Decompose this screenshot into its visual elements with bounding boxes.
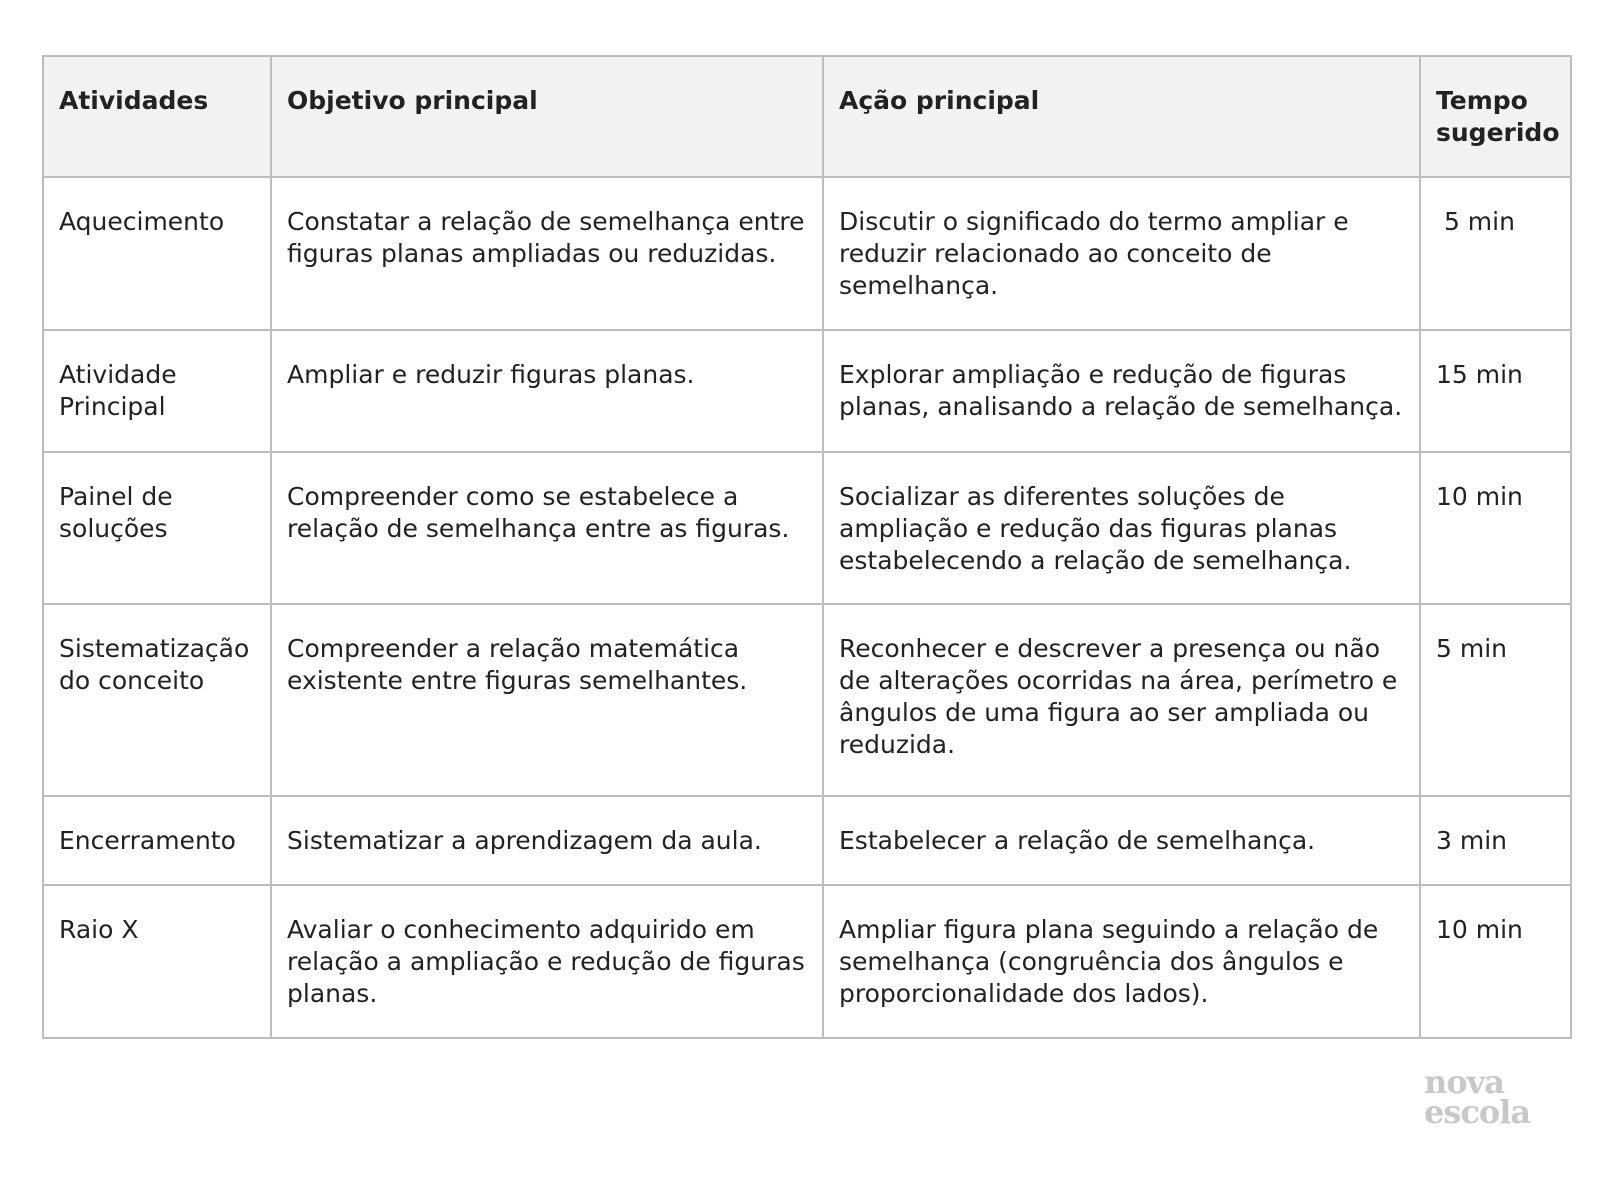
cell-objetivo: Constatar a relação de semelhança entre figuras planas ampliadas ou reduzidas. bbox=[271, 177, 823, 330]
header-atividades: Atividades bbox=[43, 56, 271, 177]
cell-tempo: 5 min bbox=[1420, 604, 1571, 796]
cell-objetivo: Compreender a relação matemática existente entre figuras semelhantes. bbox=[271, 604, 823, 796]
cell-atividade: Painel de soluções bbox=[43, 452, 271, 604]
lesson-plan-table bbox=[42, 55, 1572, 1039]
table-row bbox=[43, 604, 1571, 796]
cell-atividade: Aquecimento bbox=[43, 177, 271, 330]
logo-line-nova: nova bbox=[1424, 1063, 1504, 1101]
header-tempo-sugerido: Tempo sugerido bbox=[1420, 56, 1571, 177]
cell-acao: Estabelecer a relação de semelhança. bbox=[823, 796, 1420, 885]
cell-acao: Socializar as diferentes soluções de ampliação e redução das figuras planas estabelecendo a relação de semelhança. bbox=[823, 452, 1420, 604]
cell-objetivo: Sistematizar a aprendizagem da aula. bbox=[271, 796, 823, 885]
table-row bbox=[43, 452, 1571, 604]
header-acao-principal: Ação principal bbox=[823, 56, 1420, 177]
cell-objetivo: Compreender como se estabelece a relação de semelhança entre as figuras. bbox=[271, 452, 823, 604]
cell-atividade: Raio X bbox=[43, 885, 271, 1038]
table-row bbox=[43, 330, 1571, 452]
cell-acao: Discutir o significado do termo ampliar e reduzir relacionado ao conceito de semelhança. bbox=[823, 177, 1420, 330]
cell-objetivo: Ampliar e reduzir figuras planas. bbox=[271, 330, 823, 452]
table-row bbox=[43, 885, 1571, 1038]
cell-acao: Explorar ampliação e redução de figuras planas, analisando a relação de semelhança. bbox=[823, 330, 1420, 452]
cell-acao: Ampliar figura plana seguindo a relação de semelhança (congruência dos ângulos e proporcionalidade dos lados). bbox=[823, 885, 1420, 1038]
cell-tempo: 3 min bbox=[1420, 796, 1571, 885]
logo-line-escola: escola bbox=[1424, 1093, 1531, 1131]
cell-acao: Reconhecer e descrever a presença ou não de alterações ocorridas na área, perímetro e ângulos de uma figura ao ser ampliada ou reduzida. bbox=[823, 604, 1420, 796]
cell-atividade: Atividade Principal bbox=[43, 330, 271, 452]
header-objetivo-principal: Objetivo principal bbox=[271, 56, 823, 177]
cell-objetivo: Avaliar o conhecimento adquirido em relação a ampliação e redução de figuras planas. bbox=[271, 885, 823, 1038]
table-header-row bbox=[43, 56, 1571, 177]
cell-tempo: 15 min bbox=[1420, 330, 1571, 452]
cell-atividade: Encerramento bbox=[43, 796, 271, 885]
cell-atividade: Sistematização do conceito bbox=[43, 604, 271, 796]
cell-tempo: 10 min bbox=[1420, 452, 1571, 604]
cell-tempo: 5 min bbox=[1420, 177, 1571, 330]
table-row bbox=[43, 177, 1571, 330]
nova-escola-logo bbox=[1424, 1063, 1544, 1131]
cell-tempo: 10 min bbox=[1420, 885, 1571, 1038]
table-row bbox=[43, 796, 1571, 885]
